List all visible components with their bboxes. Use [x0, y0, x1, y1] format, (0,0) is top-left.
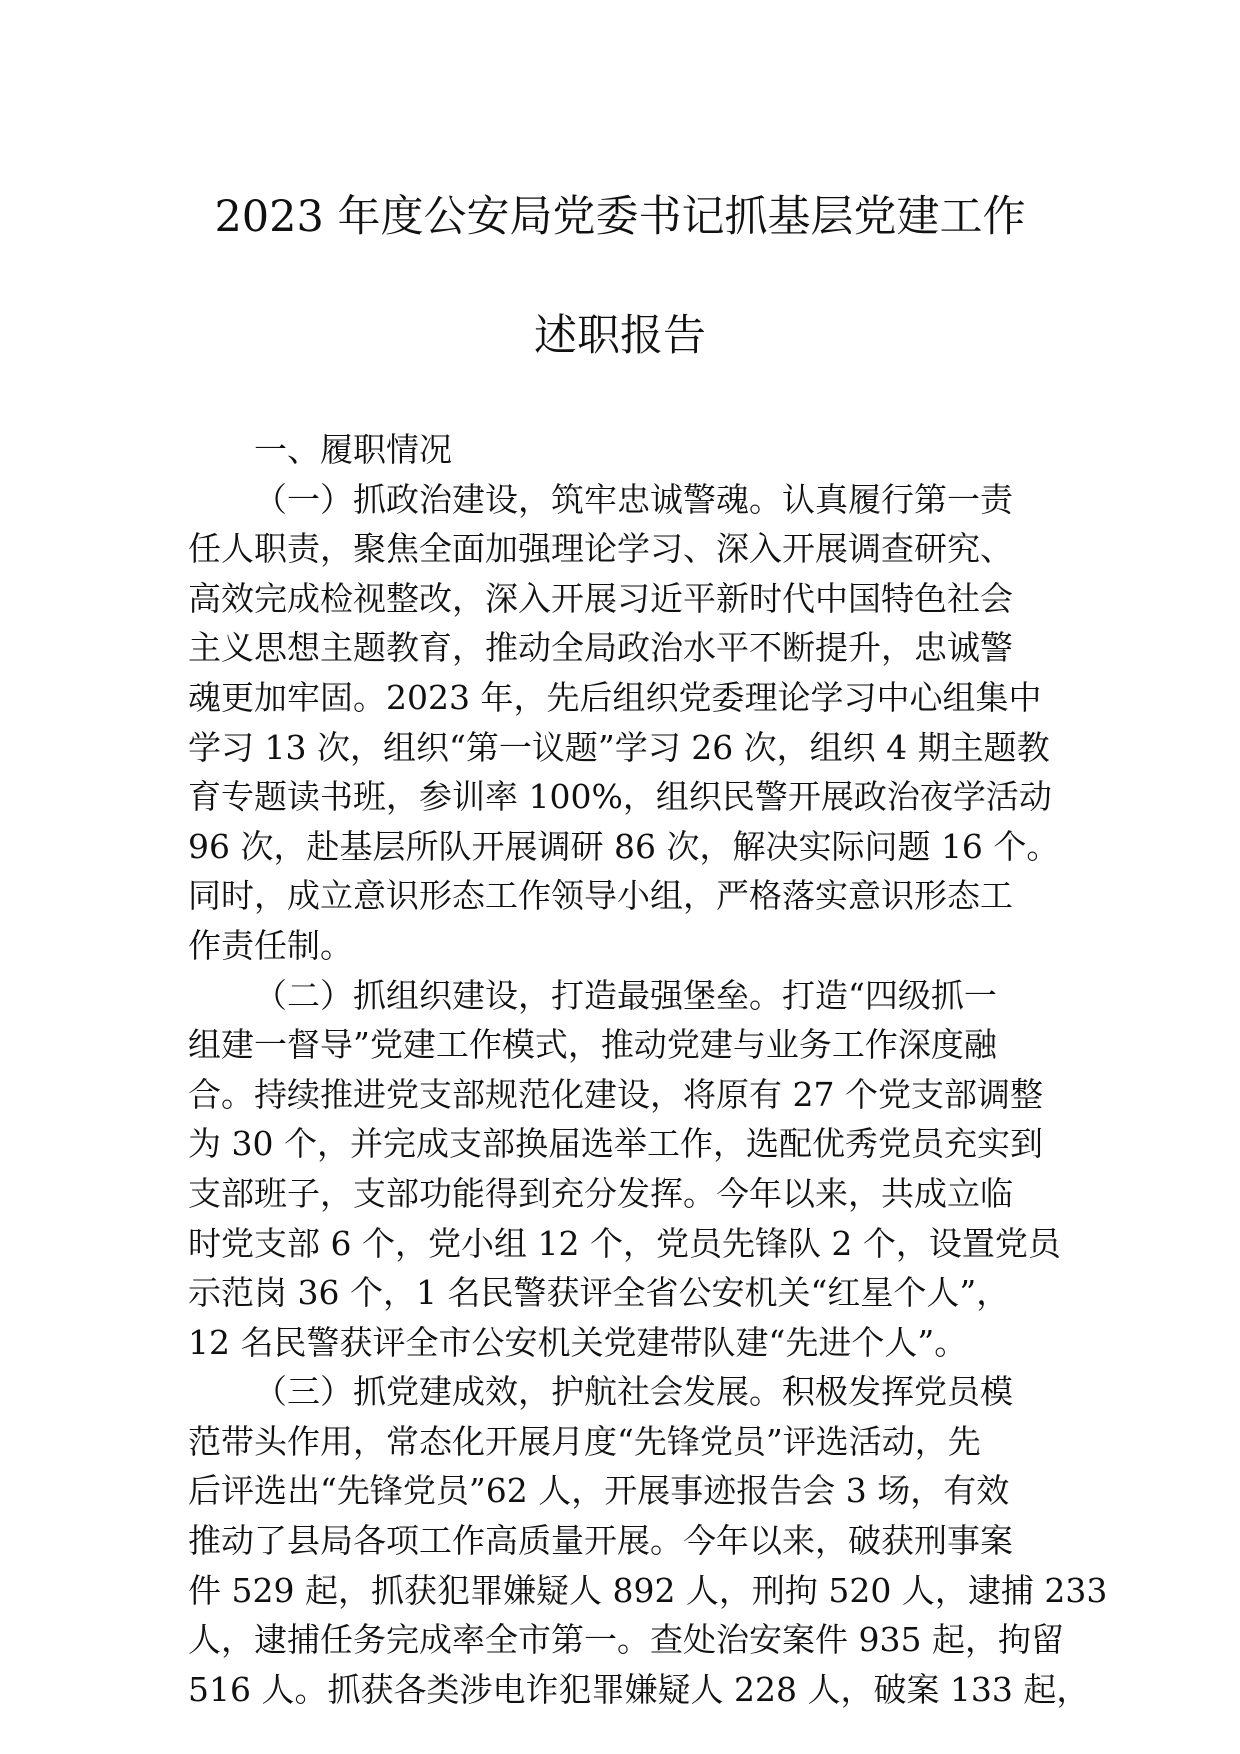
- paragraph-line: 范带头作用，常态化开展月度“先锋党员”评选活动，先: [188, 1421, 981, 1461]
- paragraph-line: 同时，成立意识形态工作领导小组，严格落实意识形态工: [188, 876, 1013, 916]
- paragraph-line: 合。持续推进党支部规范化建设，将原有 27 个党支部调整: [188, 1074, 1043, 1114]
- paragraph-line: 支部班子，支部功能得到充分发挥。今年以来，共成立临: [188, 1173, 1013, 1213]
- paragraph-line: 作责任制。: [188, 925, 353, 965]
- paragraph-line: 组建一督导”党建工作模式，推动党建与业务工作深度融: [188, 1025, 997, 1065]
- paragraph-line: 高效完成检视整改，深入开展习近平新时代中国特色社会: [188, 578, 1013, 618]
- paragraph-line: 为 30 个，并完成支部换届选举工作，选配优秀党员充实到: [188, 1124, 1043, 1164]
- document-title-line-1: 2023 年度公安局党委书记抓基层党建工作: [214, 192, 1026, 242]
- paragraph-line: 件 529 起，抓获犯罪嫌疑人 892 人，刑拘 520 人，逮捕 233: [188, 1570, 1108, 1610]
- paragraph-line: 96 次，赴基层所队开展调研 86 次，解决实际问题 16 个。: [188, 826, 1060, 866]
- paragraph-line: （一）抓政治建设，筑牢忠诚警魂。认真履行第一责: [254, 479, 1013, 519]
- paragraph-line: 育专题读书班，参训率 100%，组织民警开展政治夜学活动: [188, 777, 1052, 817]
- paragraph-line: 任人职责，聚焦全面加强理论学习、深入开展调查研究、: [188, 529, 1013, 569]
- document-body: [188, 425, 1108, 1714]
- paragraph-line: （三）抓党建成效，护航社会发展。积极发挥党员模: [254, 1372, 1013, 1412]
- paragraph-line: 后评选出“先锋党员”62 人，开展事迹报告会 3 场，有效: [188, 1471, 1010, 1511]
- paragraph-line: 时党支部 6 个，党小组 12 个，党员先锋队 2 个，设置党员: [188, 1223, 1061, 1263]
- paragraph-line: 516 人。抓获各类涉电诈犯罪嫌疑人 228 人，破案 133 起，: [188, 1669, 1090, 1709]
- section-heading: 一、履职情况: [254, 430, 452, 469]
- paragraph-line: 推动了县局各项工作高质量开展。今年以来，破获刑事案: [188, 1521, 1013, 1561]
- paragraph-line: 学习 13 次，组织“第一议题”学习 26 次，组织 4 期主题教: [188, 727, 1050, 767]
- paragraph-line: 魂更加牢固。2023 年，先后组织党委理论学习中心组集中: [188, 677, 1042, 717]
- paragraph-line: 主义思想主题教育，推动全局政治水平不断提升，忠诚警: [188, 628, 1013, 668]
- paragraph-line: 12 名民警获评全市公安机关党建带队建“先进个人”。: [188, 1322, 968, 1362]
- paragraph-line: 人，逮捕任务完成率全市第一。查处治安案件 935 起，拘留: [188, 1620, 1064, 1660]
- document-title-line-2: 述职报告: [534, 311, 706, 361]
- paragraph-line: （二）抓组织建设，打造最强堡垒。打造“四级抓一: [254, 975, 997, 1015]
- paragraph-line: 示范岗 36 个，1 名民警获评全省公安机关“红星个人”，: [188, 1273, 1010, 1313]
